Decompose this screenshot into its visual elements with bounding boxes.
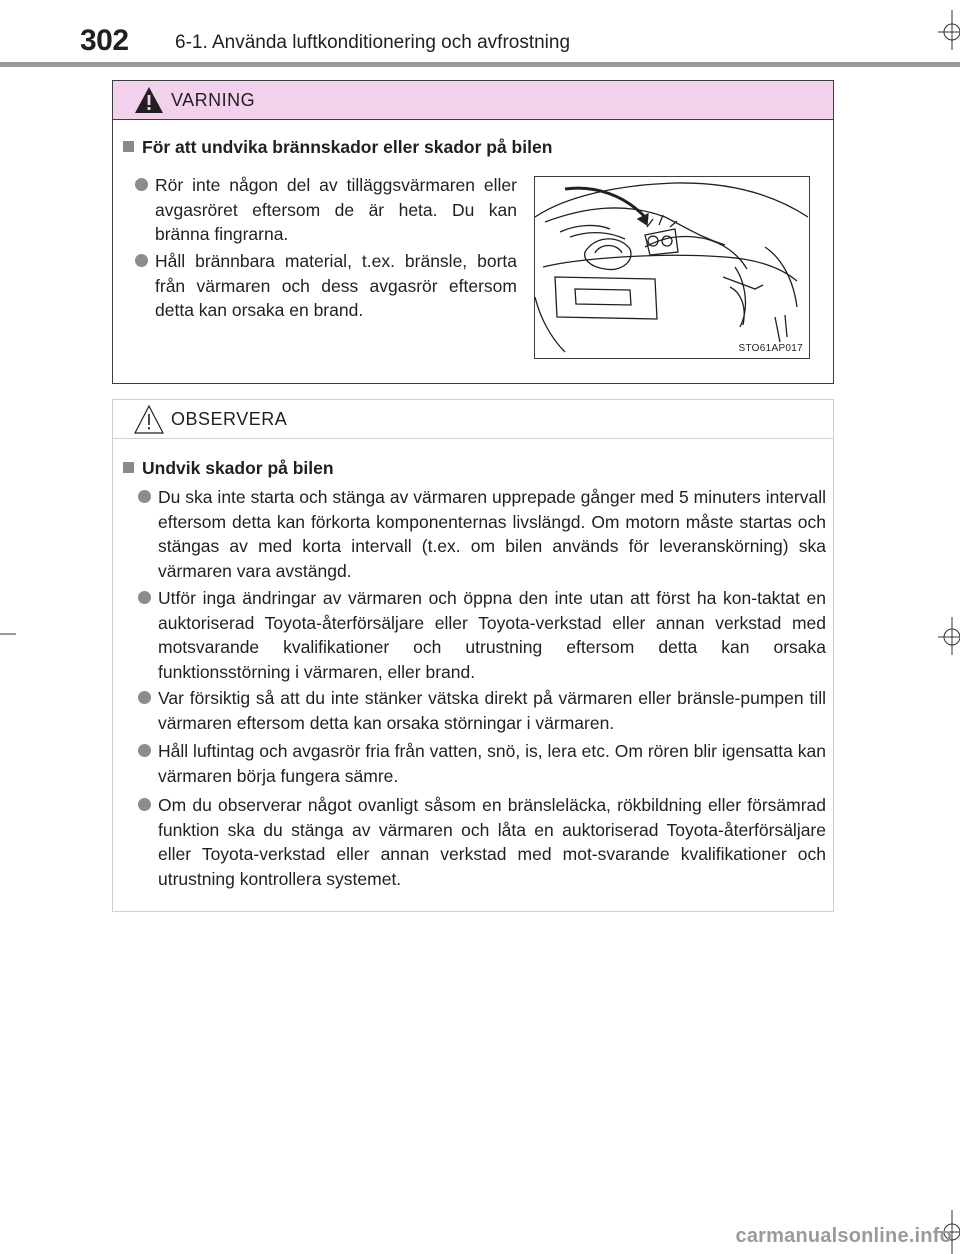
caution-header (113, 400, 833, 439)
bullet-dot-icon (138, 744, 151, 757)
caution-bullet (158, 686, 826, 735)
bullet-dot-icon (138, 490, 151, 503)
bullet-dot-icon (138, 591, 151, 604)
car-hood-drawing (535, 177, 808, 357)
page-number: 302 (80, 24, 129, 57)
caution-bullet (158, 739, 826, 788)
caution-bullet-text: Du ska inte starta och stänga av värmaren upprepade gånger med 5 minuters intervall eftersom detta kan förkorta komponenternas livslängd. Om motorn måste startas och stängas av med korta intervall (t.ex. om bilen används för leveranskörning) ska värmaren vara avstängd. (158, 487, 826, 581)
warning-label: VARNING (171, 90, 256, 110)
warning-section-title (123, 137, 552, 158)
warning-header (113, 81, 833, 120)
square-bullet-icon (123, 462, 134, 473)
car-front-illustration (534, 176, 810, 359)
warning-bullet-text: Håll brännbara material, t.ex. bränsle, borta från värmaren och dess avgasrör eftersom detta kan orsaka en brand. (155, 251, 517, 320)
caution-bullet (158, 793, 826, 891)
caution-label: OBSERVERA (171, 409, 288, 429)
chapter-title: 6-1. Använda luftkonditionering och avfrostning (175, 32, 571, 53)
page-header (0, 0, 960, 70)
warning-triangle-icon (133, 85, 165, 115)
warning-bullet (155, 173, 517, 247)
warning-section-text: För att undvika brännskador eller skador på bilen (142, 137, 553, 157)
warning-bullet (155, 249, 517, 323)
caution-triangle-icon (133, 404, 165, 436)
warning-bullet-text: Rör inte någon del av tilläggsvärmaren eller avgasröret eftersom de är heta. Du kan bränna fingrarna. (155, 175, 517, 244)
registration-mark-mid-right (930, 615, 960, 655)
square-bullet-icon (123, 141, 134, 152)
caution-section-title (123, 458, 334, 479)
caution-section-text: Undvik skador på bilen (142, 458, 334, 478)
caution-box (112, 399, 834, 912)
bullet-dot-icon (138, 691, 151, 704)
caution-bullet-text: Om du observerar något ovanligt såsom en bränsleläcka, rökbildning eller försämrad funktion ska du stänga av värmaren och låta en auktoriserad Toyota-återförsäljare eller Toyota-verkstad eller annan verkstad med mot-svarande kvalifikationer och utrustning kontrollera systemet. (158, 795, 826, 889)
caution-bullet-text: Utför inga ändringar av värmaren och öppna den inte utan att först ha kon-taktat en auktoriserad Toyota-återförsäljare eller Toyota-verkstad eller annan verkstad med motsvarande kvalifikationer och utrustning eftersom detta kan orsaka funktionsstörning i värmaren, eller brand. (158, 588, 826, 682)
caution-bullet (158, 586, 826, 684)
crop-mark-left (0, 632, 16, 636)
caution-bullet (158, 485, 826, 583)
caution-bullet-text: Håll luftintag och avgasrör fria från vatten, snö, is, lera etc. Om rören blir igensatta kan värmaren börja fungera sämre. (158, 741, 826, 786)
header-rule (0, 62, 960, 67)
bullet-dot-icon (138, 798, 151, 811)
bullet-dot-icon (135, 178, 148, 191)
watermark: carmanualsonline.info (735, 1225, 952, 1247)
warning-box (112, 80, 834, 384)
bullet-dot-icon (135, 254, 148, 267)
caution-bullet-text: Var försiktig så att du inte stänker vätska direkt på värmaren eller bränsle-pumpen till värmaren eftersom detta kan orsaka störningar i värmaren. (158, 688, 826, 733)
figure-code: STO61AP017 (738, 343, 803, 354)
